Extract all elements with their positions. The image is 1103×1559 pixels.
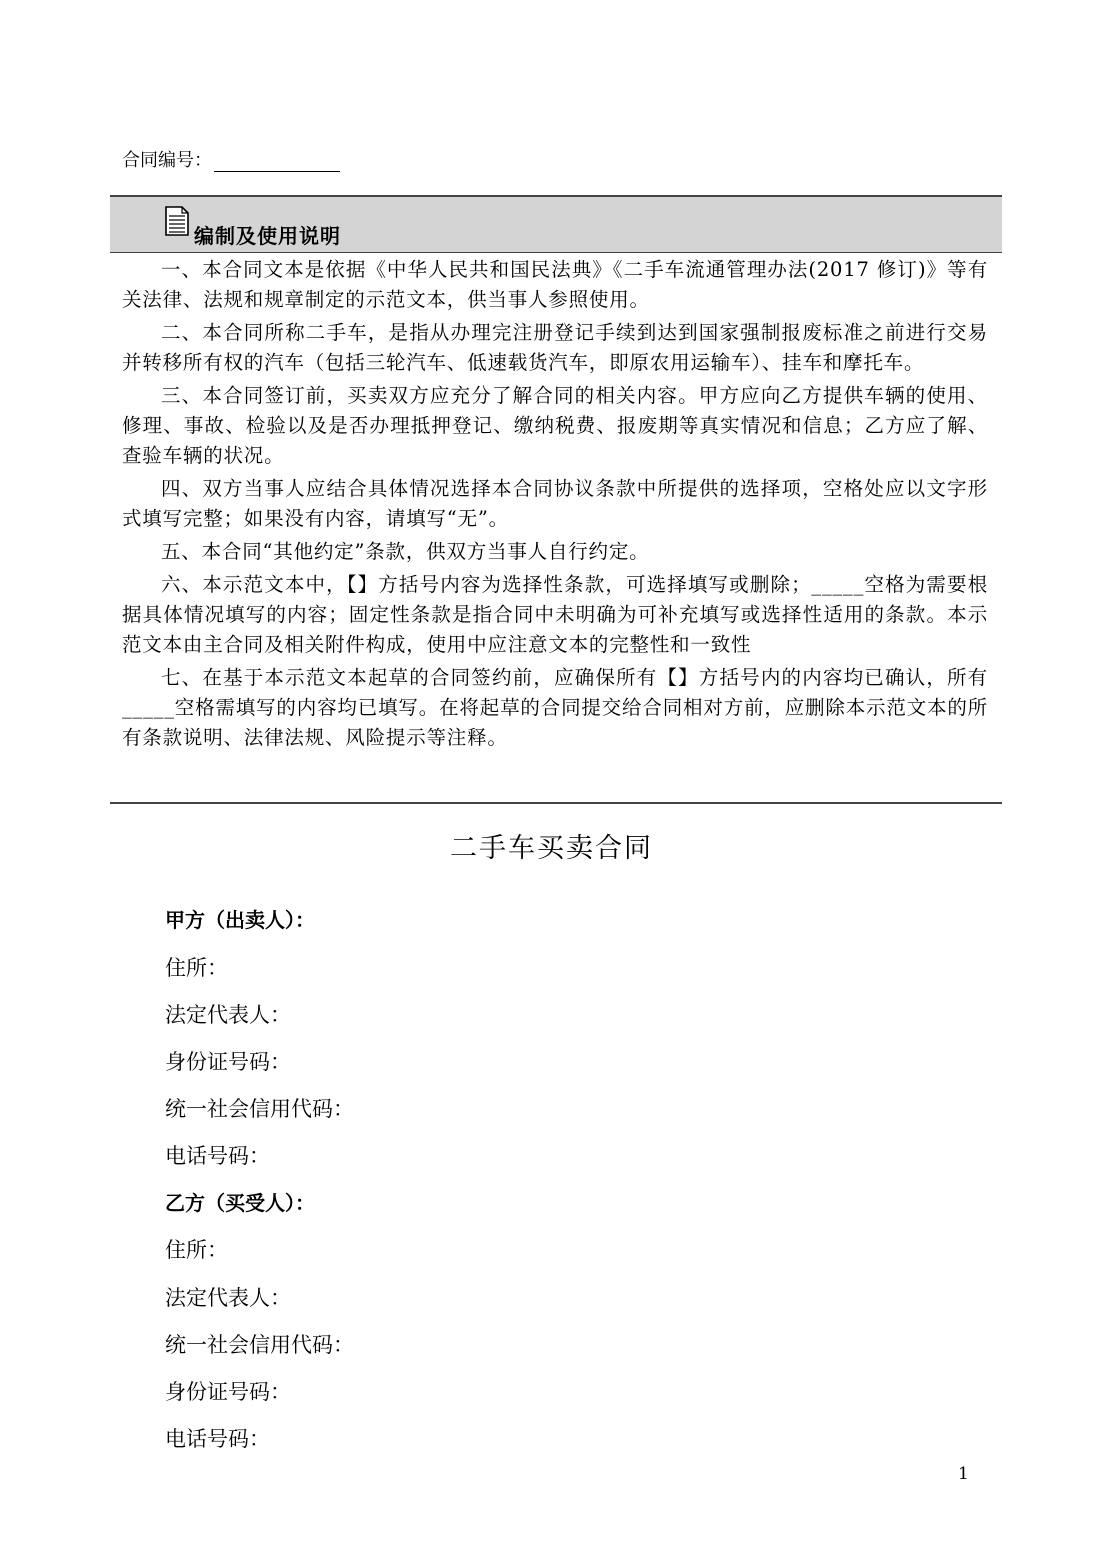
party-b-legal-representative: 法定代表人： [165,1286,291,1310]
contract-number-line [122,146,340,172]
usage-notes-bottom-rule [110,802,1002,804]
note-paragraph-1: 一、本合同文本是依据《中华人民共和国民法典》《二手车流通管理办法(2017 修订)》等有关法律、法规和规章制定的示范文本，供当事人参照使用。 [122,258,988,311]
note-paragraph-5: 五、本合同“其他约定”条款，供双方当事人自行约定。 [161,540,650,563]
usage-notes-header [110,195,1002,253]
party-a-id-number: 身份证号码： [165,1050,291,1074]
party-a-heading: 甲方（出卖人）： [165,908,315,932]
usage-notes-title: 编制及使用说明 [194,224,341,248]
party-a-credit-code: 统一社会信用代码： [165,1097,354,1121]
note-paragraph-3: 三、本合同签订前，买卖双方应充分了解合同的相关内容。甲方应向乙方提供车辆的使用、修理、事故、检验以及是否办理抵押登记、缴纳税费、报废期等真实情况和信息；乙方应了解、查验车辆的状况。 [122,384,988,467]
page-number: 1 [958,1464,969,1484]
party-b-credit-code: 统一社会信用代码： [165,1333,354,1357]
usage-notes-box [110,195,1002,805]
party-b-heading: 乙方（买受人）： [165,1191,315,1215]
contract-title: 二手车买卖合同 [450,833,653,864]
contract-number-blank [214,151,340,172]
party-b-phone: 电话号码： [165,1427,270,1451]
party-a-legal-representative: 法定代表人： [165,1003,291,1027]
party-a-phone: 电话号码： [165,1144,270,1168]
document-icon [165,206,189,236]
contract-number-label: 合同编号： [122,150,212,171]
note-paragraph-6: 六、本示范文本中，【】方括号内容为选择性条款，可选择填写或删除；_____空格为需要根据具体情况填写的内容；固定性条款是指合同中未明确为可补充填写或选择性适用的条款。本示范文本由主合同及相关附件构成，使用中应注意文本的完整性和一致性 [122,573,988,656]
note-paragraph-4: 四、双方当事人应结合具体情况选择本合同协议条款中所提供的选择项，空格处应以文字形式填写完整；如果没有内容，请填写“无”。 [122,477,988,530]
note-paragraph-7: 七、在基于本示范文本起草的合同签约前，应确保所有【】方括号内的内容均已确认，所有_____空格需填写的内容均已填写。在将起草的合同提交给合同相对方前，应删除本示范文本的所有条款说明、法律法规、风险提示等注释。 [122,666,988,749]
party-a-address: 住所： [165,956,228,980]
usage-notes-body [122,255,988,756]
party-b-address: 住所： [165,1238,228,1262]
party-b-id-number: 身份证号码： [165,1380,291,1404]
note-paragraph-2: 二、本合同所称二手车，是指从办理完注册登记手续到达到国家强制报废标准之前进行交易并转移所有权的汽车（包括三轮汽车、低速载货汽车，即原农用运输车）、挂车和摩托车。 [122,321,988,374]
